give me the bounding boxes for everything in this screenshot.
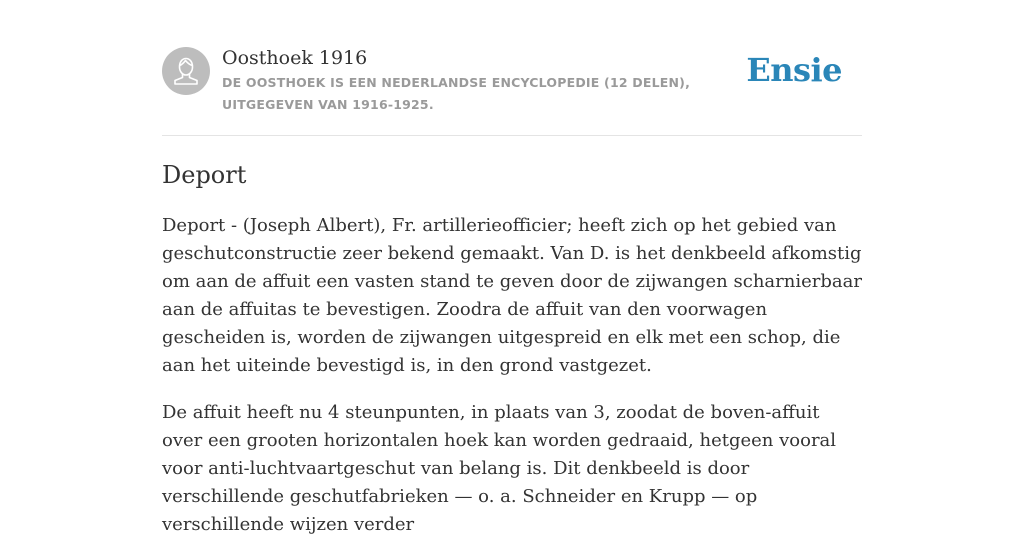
article-paragraph: Deport - (Joseph Albert), Fr. artillerieofficier; heeft zich op het gebied van geschutconstructie zeer bekend gemaakt. Van D. is het denkbeeld afkomstig om aan de affuit een vasten stand te geven door de zijwangen scharnierbaar aan de affuitas te bevestigen. Zoodra de affuit van den voorwagen gescheiden is, worden de zijwangen uitgespreid en elk met een schop, die aan het uiteinde bevestigd is, in den grond vastgezet. bbox=[162, 215, 862, 376]
ensie-logo[interactable]: Ensie bbox=[746, 51, 842, 89]
article-title: Deport bbox=[162, 161, 247, 189]
article-paragraph: De affuit heeft nu 4 steunpunten, in plaats van 3, zoodat de boven-affuit over een grooten horizontalen hoek kan worden gedraaid, hetgeen vooral voor anti-luchtvaartgeschut van belang is. Dit denkbeeld is door verschillende geschutfabrieken — o. a. Schneider en Krupp — op verschillende wijzen verder bbox=[162, 402, 837, 535]
source-title[interactable]: Oosthoek 1916 bbox=[222, 47, 368, 69]
source-description: DE OOSTHOEK IS EEN NEDERLANDSE ENCYCLOPEDIE (12 DELEN), UITGEGEVEN VAN 1916-1925. bbox=[222, 75, 691, 112]
content-container bbox=[162, 0, 862, 535]
source-header bbox=[162, 0, 862, 136]
source-avatar[interactable] bbox=[162, 47, 210, 95]
user-icon bbox=[162, 47, 210, 95]
article-body bbox=[162, 212, 862, 558]
